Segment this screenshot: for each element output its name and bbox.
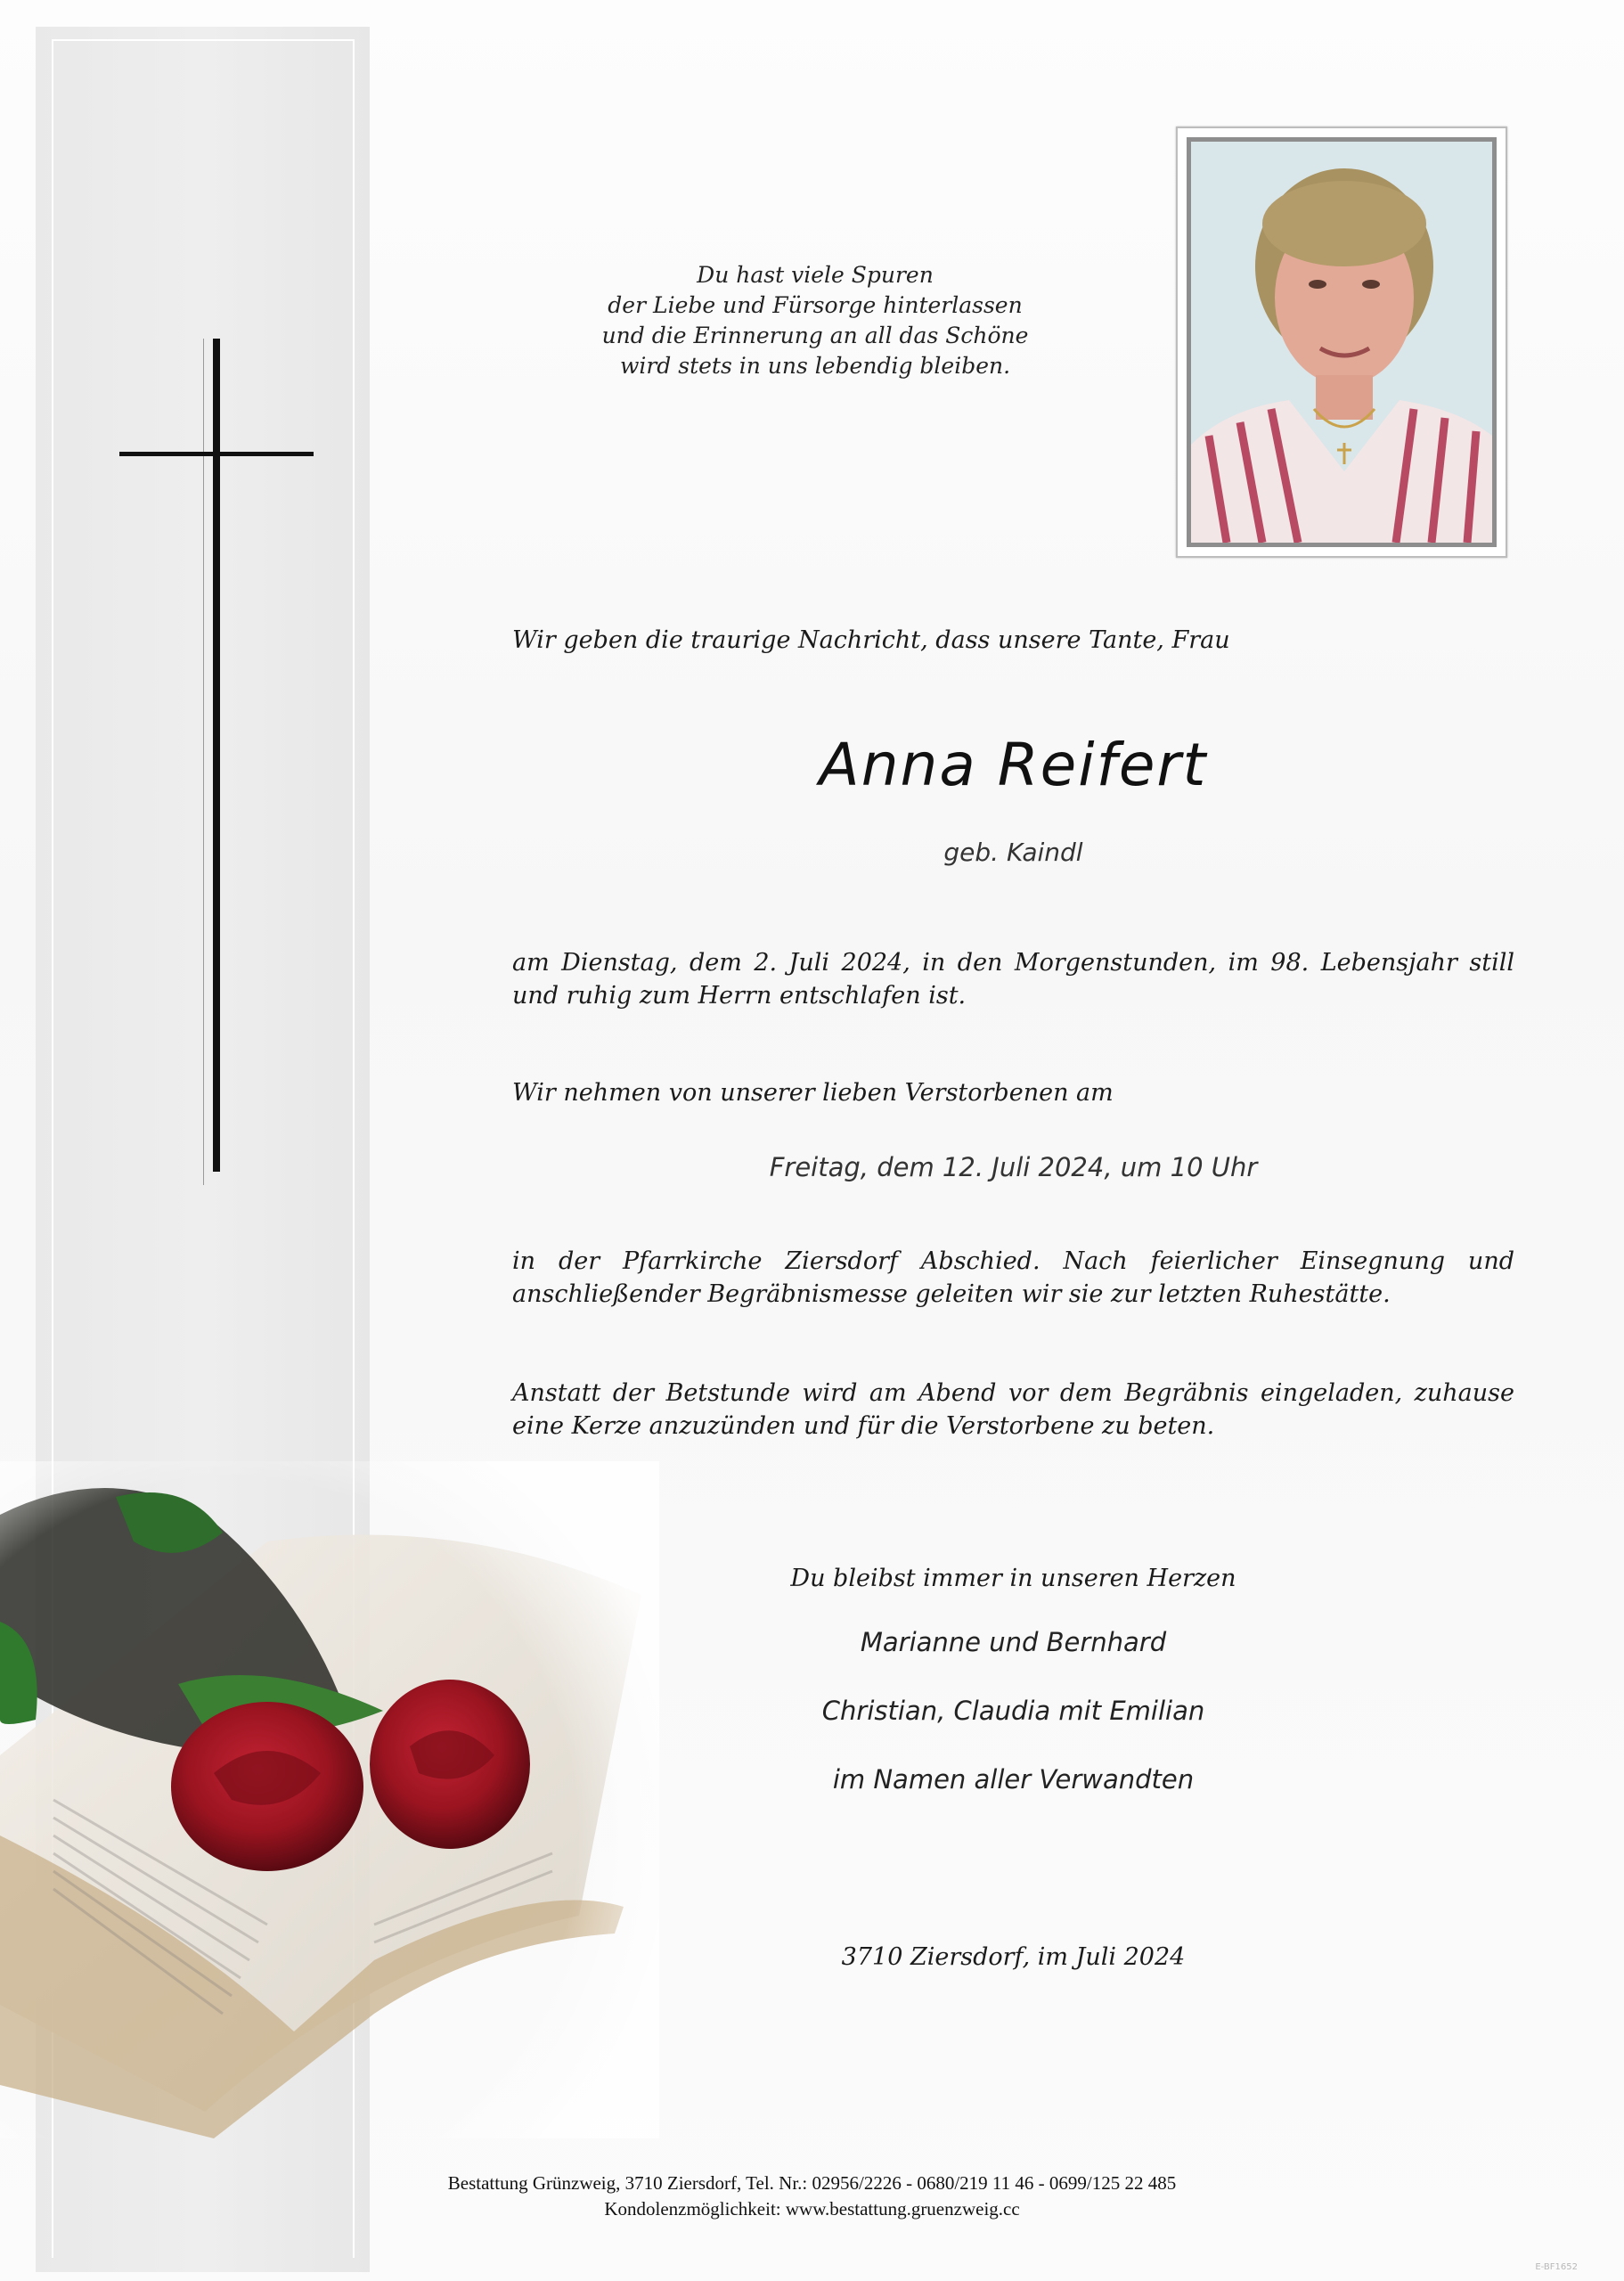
print-code: E-BF1652: [1535, 2262, 1578, 2272]
motto-line: und die Erinnerung an all das Schöne: [601, 323, 1029, 348]
prayer-text: Anstatt der Betstunde wird am Abend vor dem Begräbnis eingeladen, zuhause eine Kerze anzuzünden und für die Verstorbene zu beten.: [512, 1379, 1514, 1440]
mourner-line: Christian, Claudia mit Emilian: [821, 1696, 1205, 1726]
deceased-name: Anna Reifert: [819, 731, 1208, 799]
footer-contact: Bestattung Grünzweig, 3710 Ziersdorf, Tel. Nr.: 02956/2226 - 0680/219 11 46 - 0699/125 22 485: [447, 2172, 1177, 2194]
cross-shadow: [203, 339, 204, 1185]
farewell-intro: Wir nehmen von unserer lieben Verstorbenen am: [512, 1079, 1114, 1107]
motto-line: Du hast viele Spuren: [697, 262, 934, 288]
death-notice: am Dienstag, dem 2. Juli 2024, in den Morgenstunden, im 98. Lebensjahr still und ruhig zum Herrn entschlafen ist.: [512, 949, 1514, 1010]
mourner-line: im Namen aller Verwandten: [832, 1764, 1195, 1795]
ceremony-text: in der Pfarrkirche Ziersdorf Abschied. Nach feierlicher Einsegnung und anschließender Begräbnismesse geleiten wir sie zur letzten Ruhestätte.: [512, 1247, 1514, 1308]
birth-name: geb. Kaindl: [943, 838, 1083, 867]
intro-text: Wir geben die traurige Nachricht, dass unsere Tante, Frau: [512, 626, 1230, 654]
motto: [566, 260, 1065, 381]
motto-line: der Liebe und Fürsorge hinterlassen: [608, 292, 1023, 318]
cross-bar: [119, 452, 314, 456]
footer-website: Kondolenzmöglichkeit: www.bestattung.gruenzweig.cc: [604, 2198, 1020, 2220]
portrait-mat: [1187, 137, 1497, 547]
closing-line: Du bleibst immer in unseren Herzen: [790, 1565, 1236, 1592]
footer: [0, 2171, 1624, 2222]
place-date: 3710 Ziersdorf, im Juli 2024: [841, 1943, 1186, 1971]
service-date: Freitag, dem 12. Juli 2024, um 10 Uhr: [769, 1152, 1258, 1182]
cross-icon: [213, 339, 220, 1172]
portrait-photo: [1191, 142, 1492, 543]
portrait-frame: [1176, 127, 1507, 558]
mourner-line: Marianne und Bernhard: [860, 1627, 1167, 1657]
portrait-illustration: [1191, 142, 1492, 543]
motto-line: wird stets in uns lebendig bleiben.: [619, 353, 1011, 379]
